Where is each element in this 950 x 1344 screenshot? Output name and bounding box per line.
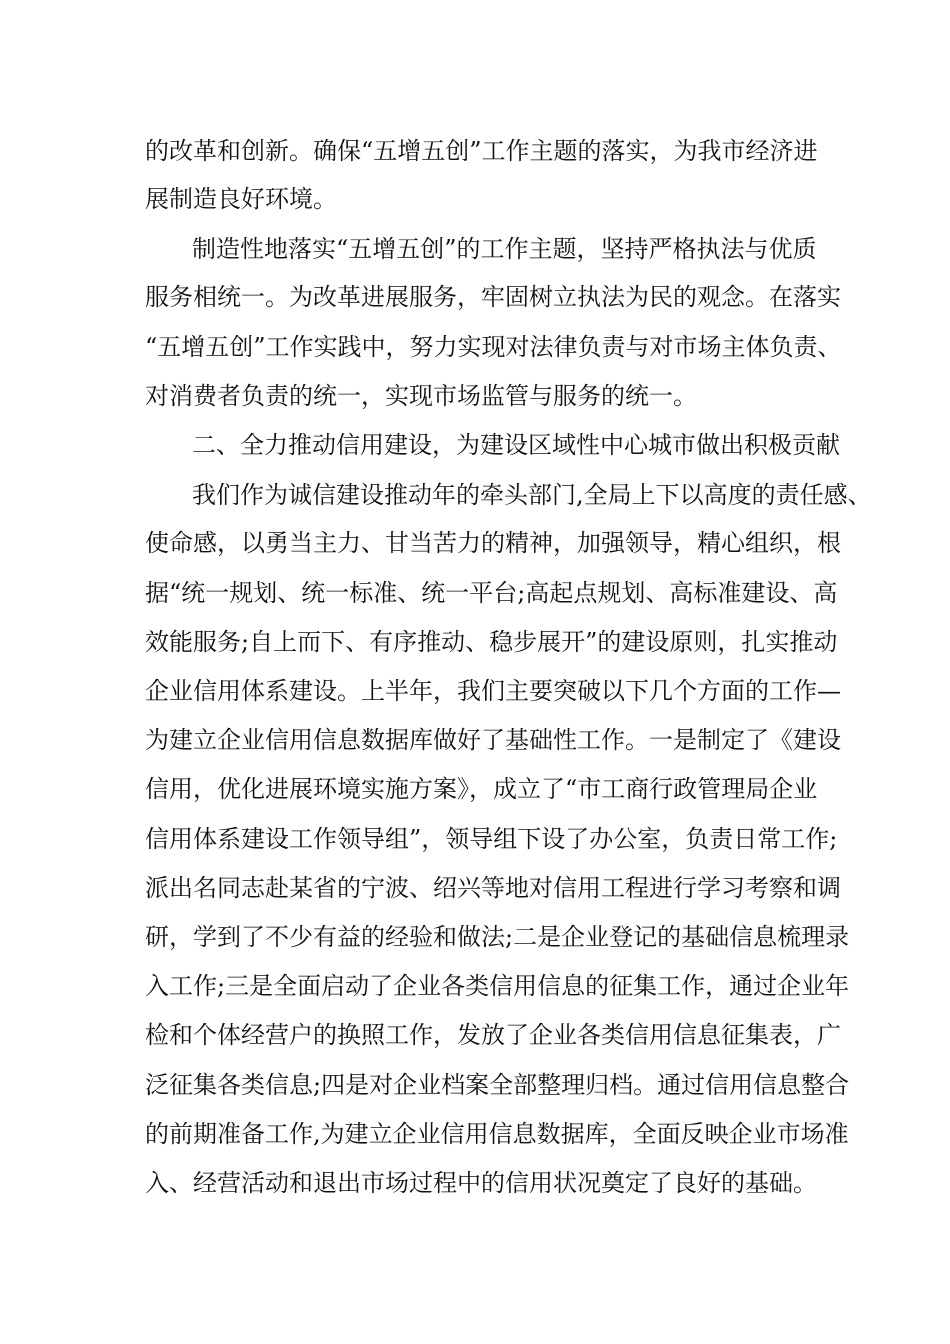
- text-line: 为建立企业信用信息数据库做好了基础性工作。一是制定了《建设: [145, 726, 841, 754]
- text-line: 对消费者负责的统一，实现市场监管与服务的统一。: [145, 382, 697, 410]
- section-heading: 二、全力推动信用建设，为建设区域性中心城市做出积极贡献: [192, 431, 840, 459]
- text-line: 信用，优化进展环境实施方案》，成立了“市工商行政管理局企业: [145, 775, 818, 803]
- text-line: 的改革和创新。确保“五增五创”工作主题的落实，为我市经济进: [145, 137, 818, 165]
- text-line: 企业信用体系建设。上半年，我们主要突破以下几个方面的工作—: [145, 677, 841, 705]
- text-line: 研，学到了不少有益的经验和做法;二是企业登记的基础信息梳理录: [145, 923, 850, 951]
- text-line: 的前期准备工作,为建立企业信用信息数据库，全面反映企业市场准: [145, 1120, 849, 1148]
- text-line: 泛征集各类信息;四是对企业档案全部整理归档。通过信用信息整合: [145, 1071, 850, 1099]
- paragraph-start-line: 制造性地落实“五增五创”的工作主题，坚持严格执法与优质: [192, 235, 817, 263]
- text-line: 展制造良好环境。: [145, 185, 337, 213]
- text-line: 派出名同志赴某省的宁波、绍兴等地对信用工程进行学习考察和调: [145, 874, 841, 902]
- text-line: “五增五创”工作实践中，努力实现对法律负责与对市场主体负责、: [145, 333, 842, 361]
- text-line: 使命感，以勇当主力、甘当苦力的精神，加强领导，精心组织，根: [145, 529, 841, 557]
- text-line: 效能服务;自上而下、有序推动、稳步展开”的建设原则，扎实推动: [145, 628, 838, 656]
- text-line: 信用体系建设工作领导组”，领导组下设了办公室，负责日常工作;: [145, 825, 838, 853]
- text-line: 据“统一规划、统一标准、统一平台;高起点规划、高标准建设、高: [145, 579, 838, 607]
- paragraph-start-line: 我们作为诚信建设推动年的牵头部门,全局上下以高度的责任感、: [192, 481, 872, 509]
- text-line: 检和个体经营户的换照工作，发放了企业各类信用信息征集表，广: [145, 1021, 841, 1049]
- text-line: 入工作;三是全面启动了企业各类信用信息的征集工作，通过企业年: [145, 972, 850, 1000]
- text-line: 服务相统一。为改革进展服务，牢固树立执法为民的观念。在落实: [145, 283, 841, 311]
- text-line: 入、经营活动和退出市场过程中的信用状况奠定了良好的基础。: [145, 1169, 817, 1197]
